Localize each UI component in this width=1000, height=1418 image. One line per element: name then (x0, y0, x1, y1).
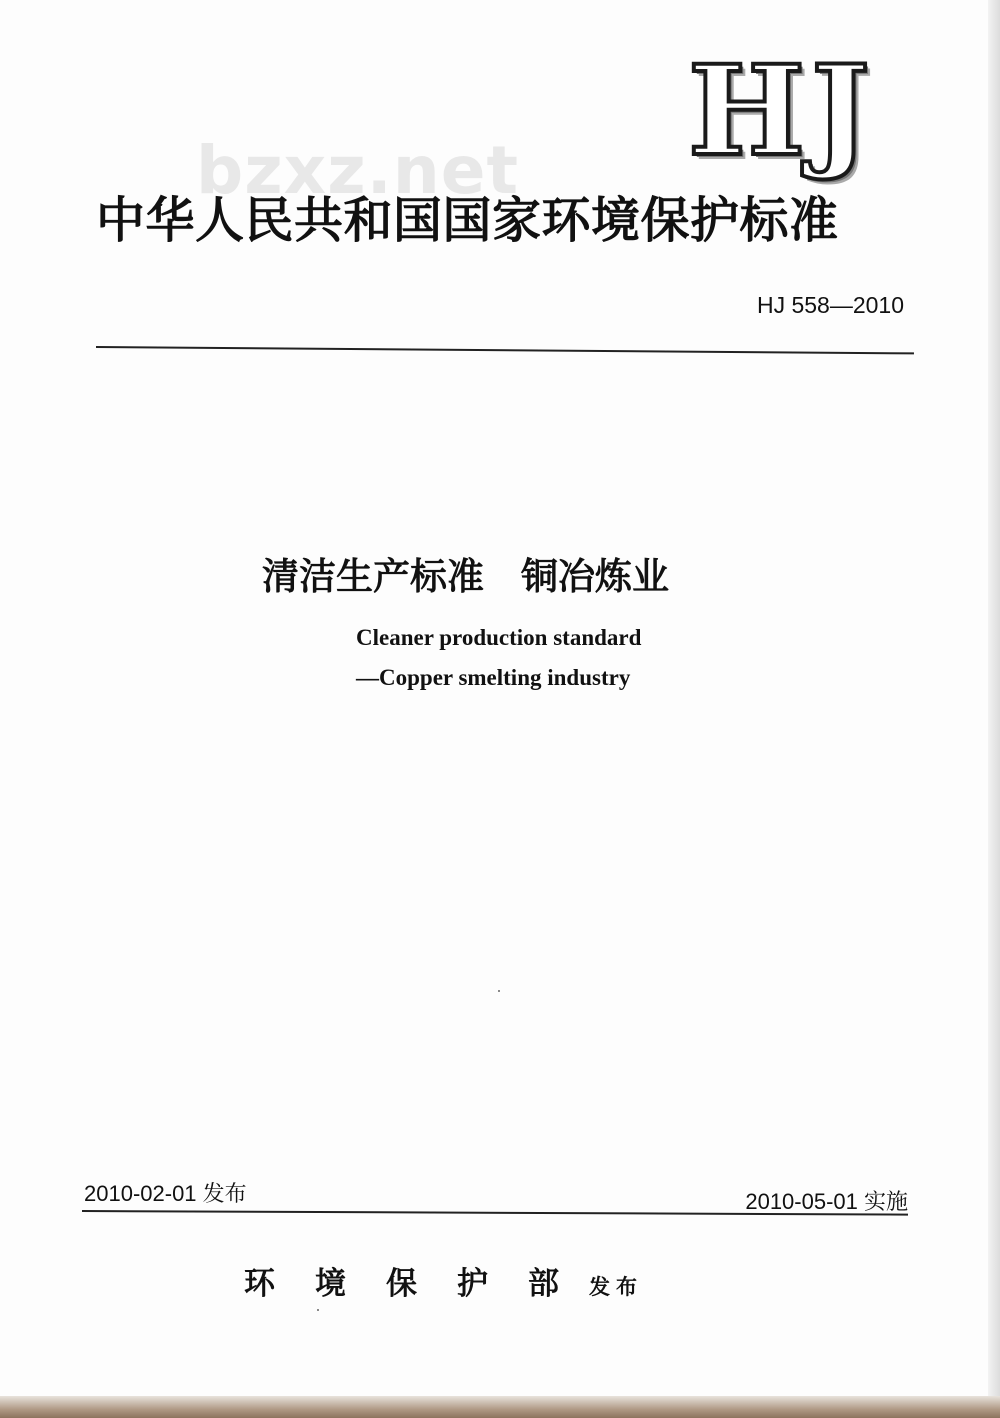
implementation-date: 2010-05-01 实施 (745, 1189, 908, 1214)
hj-logo-text: HJ (688, 39, 876, 184)
publisher-name: 环境保护部 (244, 1266, 599, 1302)
standard-code: HJ 558—2010 (756, 292, 904, 318)
standard-title-english-line2: —Copper smelting industry (356, 665, 631, 690)
standard-title-chinese: 清洁生产标准 铜冶炼业 (262, 555, 669, 598)
hj-logo (688, 39, 893, 184)
publisher-suffix: 发布 (589, 1274, 643, 1299)
scan-speck (317, 1309, 319, 1311)
standard-title-english-line1: Cleaner production standard (356, 625, 642, 650)
page-edge-shadow (988, 0, 1000, 1418)
header-divider (96, 346, 914, 354)
scan-speck (498, 990, 500, 992)
scan-background-strip (0, 1396, 1000, 1418)
national-standard-title: 中华人民共和国国家环境保护标准 (96, 191, 839, 249)
watermark: bzxz.net (196, 132, 520, 209)
publisher-line (244, 1258, 643, 1303)
issue-date: 2010-02-01 发布 (84, 1181, 247, 1206)
